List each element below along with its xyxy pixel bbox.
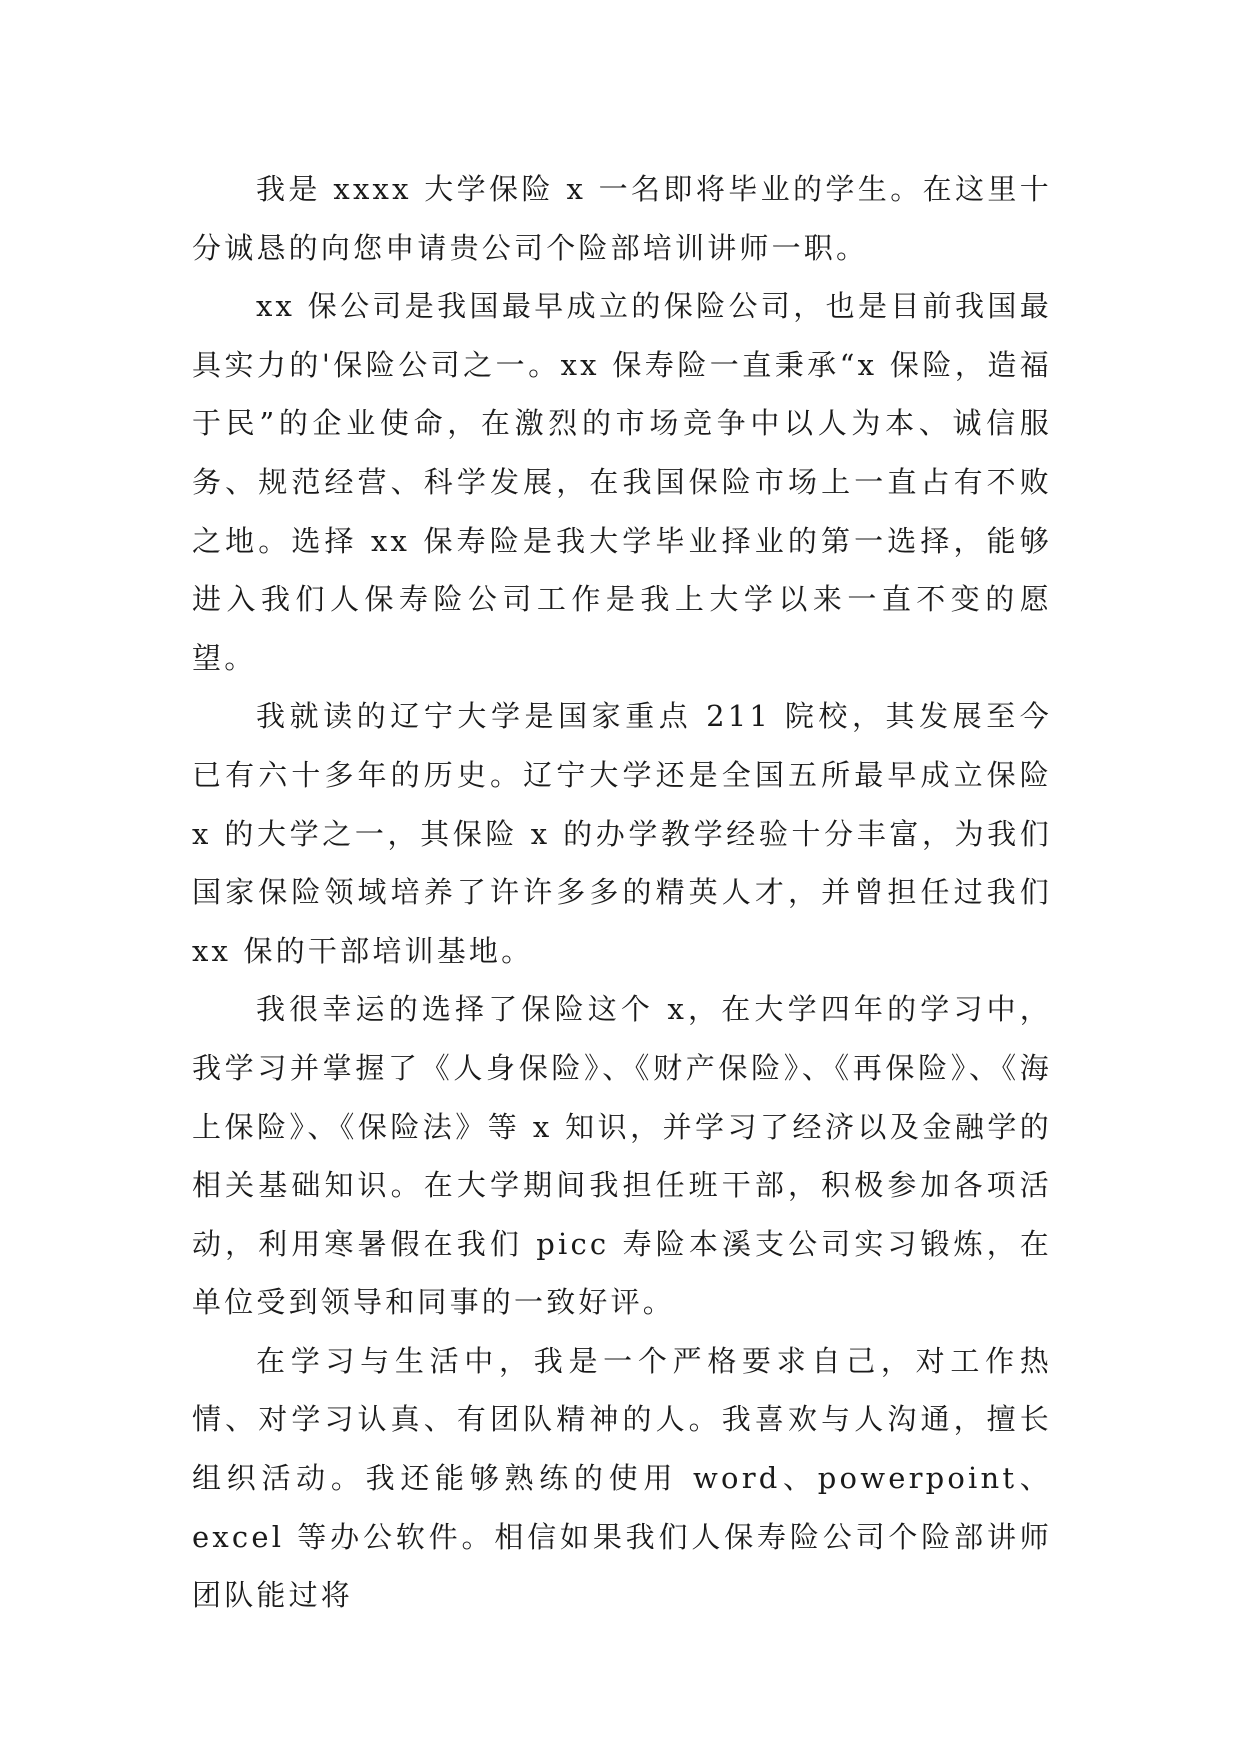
paragraph-university: 我就读的辽宁大学是国家重点 211 院校，其发展至今已有六十多年的历史。辽宁大学还是全国五所最早成立保险 x 的大学之一，其保险 x 的办学教学经验十分丰富，为我们国家保险领域培养了许许多多的精英人才，并曾担任过我们 xx 保的干部培训基地。 bbox=[192, 699, 1052, 968]
paragraph-company: xx 保公司是我国最早成立的保险公司，也是目前我国最具实力的'保险公司之一。xx 保寿险一直秉承“x 保险，造福于民”的企业使命，在激烈的市场竞争中以人为本、诚信服务、规范经营、科学发展，在我国保险市场上一直占有不败之地。选择 xx 保寿险是我大学毕业择业的第一选择，能够进入我们人保寿险公司工作是我上大学以来一直不变的愿望。 bbox=[192, 289, 1052, 675]
paragraph-personal: 在学习与生活中，我是一个严格要求自己，对工作热情、对学习认真、有团队精神的人。我喜欢与人沟通，擅长组织活动。我还能够熟练的使用 word、powerpoint、excel 等办公软件。相信如果我们人保寿险公司个险部讲师团队能过将 bbox=[192, 1343, 1052, 1613]
paragraph-studies: 我很幸运的选择了保险这个 x，在大学四年的学习中，我学习并掌握了《人身保险》、《财产保险》、《再保险》、《海上保险》、《保险法》等 x 知识，并学习了经济以及金融学的相关基础知识。在大学期间我担任班干部，积极参加各项活动，利用寒暑假在我们 picc 寿险本溪支公司实习锻炼，在单位受到领导和同事的一致好评。 bbox=[192, 992, 1052, 1320]
paragraph-intro: 我是 xxxx 大学保险 x 一名即将毕业的学生。在这里十分诚恳的向您申请贵公司个险部培训讲师一职。 bbox=[192, 172, 1052, 265]
document-body bbox=[192, 160, 1052, 1625]
